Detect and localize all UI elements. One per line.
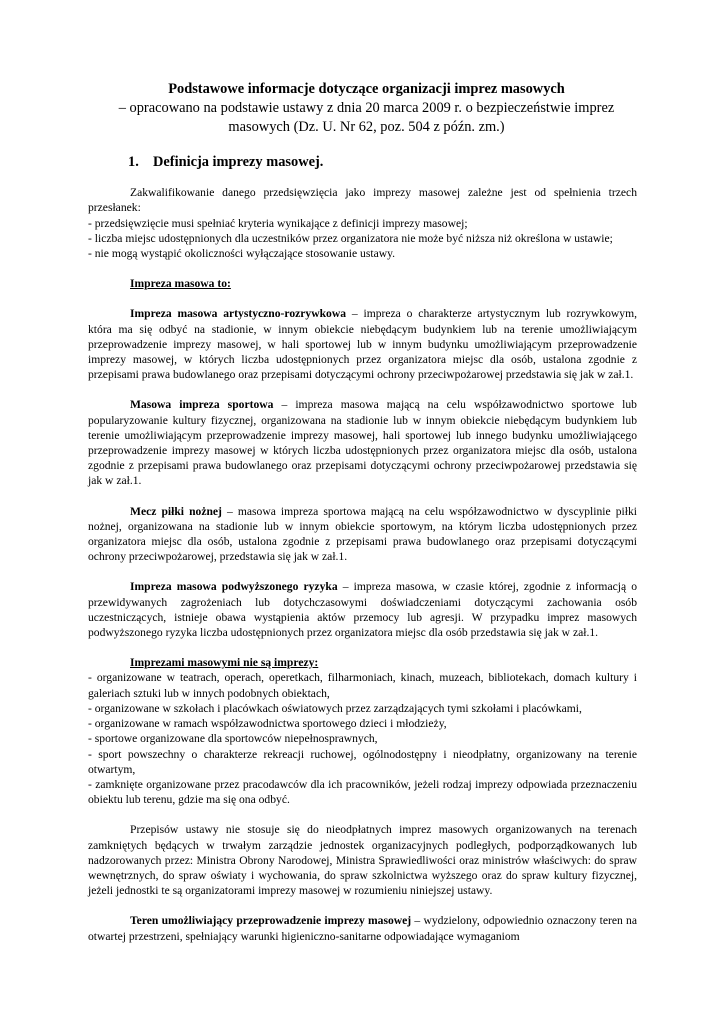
exclusion-list: [88, 670, 637, 807]
list-item: - organizowane w teatrach, operach, operetkach, filharmoniach, kinach, muzeach, bibliotekach, domach kultury i galeriach sztuki lub w innych podobnych obiektach,: [88, 671, 637, 700]
list-item: - sportowe organizowane dla sportowców niepełnosprawnych,: [88, 732, 378, 746]
teren-text: – wydzielony, odpowiednio oznaczony teren na otwartej przestrzeni, spełniający warunki higieniczno-sanitarne odpowiadające wymaganiom: [88, 914, 637, 943]
document-title: [96, 80, 637, 137]
section-1-title: Definicja imprezy masowej.: [153, 154, 324, 170]
list-item: - organizowane w szkołach i placówkach oświatowych przez zarządzających tymi szkołami i placówkami,: [88, 701, 582, 715]
definition-text: – impreza o charakterze artystycznym lub rozrywkowym, która ma się odbyć na stadionie, w innym obiekcie niebędącym budynkiem lub na terenie umożliwiającym przeprowadzenie imprezy masowej, w hali sportowej lub w innym budynku umożliwiającym przeprowadzenie imprezy masowej, w których liczba udostępnionych przez organizatora miejsc dla osób, ustalona zgodnie z przepisami prawa budowlanego oraz przepisami dotyczącymi ochrony przeciwpożarowej przedstawia się jak w zał.1.: [88, 307, 637, 382]
exclusion-paragraph: Przepisów ustawy nie stosuje się do nieodpłatnych imprez masowych organizowanych na terenach zamkniętych będących w trwałym zarządzie jednostek organizacyjnych podległych, podporządkowanych lub nadzorowanych przez: Ministra Obrony Narodowej, Ministra Sprawiedliwości oraz ministrów właściwych: do spraw wewnętrznych, do spraw oświaty i wychowania, do spraw szkolnictwa wyższego oraz do spraw kultury fizycznej, jeżeli jednostki te są organizatorami imprezy masowej w rozumieniu niniejszej ustawy.: [88, 823, 637, 898]
list-item: - organizowane w ramach współzawodnictwa sportowego dzieci i młodzieży,: [88, 717, 447, 731]
list-item: - sport powszechny o charakterze rekreacji ruchowej, ogólnodostępny i nieodpłatny, organizowany na terenie otwartym,: [88, 747, 637, 776]
definition-text: – impreza masowa mającą na celu współzawodnictwo sportowe lub popularyzowanie kultury fizycznej, organizowana na stadionie lub w innym obiekcie niebędącym budynkiem lub terenie umożliwiającym przeprowadzenie imprezy masowej, hali sportowej lub innego budynku umożliwiającego przeprowadzenie imprezy masowej w których liczba udostępnionych przez organizatora miejsc dla osób, ustalona zgodnie z przepisami prawa budowlanego oraz przepisami dotyczącymi ochrony przeciwpożarowej przedstawia się jak w zał.1.: [88, 398, 637, 488]
definition-paragraph: [88, 504, 637, 565]
definition-term: Mecz piłki nożnej: [130, 504, 222, 518]
title-main: Podstawowe informacje dotyczące organizacji imprez masowych: [168, 81, 565, 97]
condition-item: - przedsięwzięcie musi spełniać kryteria wynikające z definicji imprezy masowej;: [88, 216, 468, 230]
definition-paragraph: [88, 579, 637, 640]
teren-paragraph: [88, 913, 637, 943]
section-1-number: 1.: [128, 154, 139, 170]
impreza-masowa-heading: Impreza masowa to:: [130, 277, 231, 291]
definition-paragraph: [88, 397, 637, 488]
list-item: - zamknięte organizowane przez pracodawców dla ich pracowników, jeżeli rodzaj imprezy odpowiada przeznaczeniu obiektu lub terenu, gdzie ma się ona odbyć.: [88, 777, 637, 807]
condition-item: - nie mogą wystąpić okoliczności wyłączające stosowanie ustawy.: [88, 247, 396, 261]
title-line-2: – opracowano na podstawie ustawy z dnia 20 marca 2009 r. o bezpieczeństwie imprez: [118, 100, 615, 116]
definition-term: Impreza masowa podwyższonego ryzyka: [130, 580, 338, 594]
condition-item: - liczba miejsc udostępnionych dla uczestników przez organizatora nie może być niższa niż określona w ustawie;: [88, 231, 613, 245]
definition-term: Impreza masowa artystyczno-rozrywkowa: [130, 307, 347, 321]
section-1-intro: Zakwalifikowanie danego przedsięwzięcia jako imprezy masowej zależne jest od spełnienia trzech przesłanek:: [88, 186, 637, 215]
definition-term: Masowa impreza sportowa: [130, 398, 274, 412]
title-line-3: masowych (Dz. U. Nr 62, poz. 504 z późn. zm.): [228, 119, 505, 135]
definition-text: – masowa impreza sportowa mającą na celu współzawodnictwo w dyscyplinie piłki nożnej, organizowana na stadionie lub w innym obiekcie sportowym, na którym liczba udostępnionych przez organizatora miejsc dla osób, ustalona zgodnie z przepisami prawa budowlanego oraz przepisami dotyczącymi ochrony przeciwpożarowej, przedstawia się jak w zał.1.: [88, 504, 637, 564]
condition-list: [88, 216, 637, 262]
section-1-heading: [128, 155, 637, 170]
teren-term: Teren umożliwiający przeprowadzenie imprezy masowej: [130, 914, 412, 928]
nie-sa-imprezy-heading: Imprezami masowymi nie są imprezy:: [130, 656, 319, 670]
definition-text: – impreza masowa, w czasie której, zgodnie z informacją o przewidywanych zagrożeniach lub dotychczasowymi doświadczeniami dotyczącymi zachowania osób uczestniczących, istnieje obawa wystąpienia aktów przemocy lub agresji. W przypadku imprez masowych podwyższonego ryzyka liczba udostępnionych przez organizatora miejsc dla osób przedstawia się jak w zał.1.: [88, 580, 637, 640]
definition-paragraph: [88, 306, 637, 382]
